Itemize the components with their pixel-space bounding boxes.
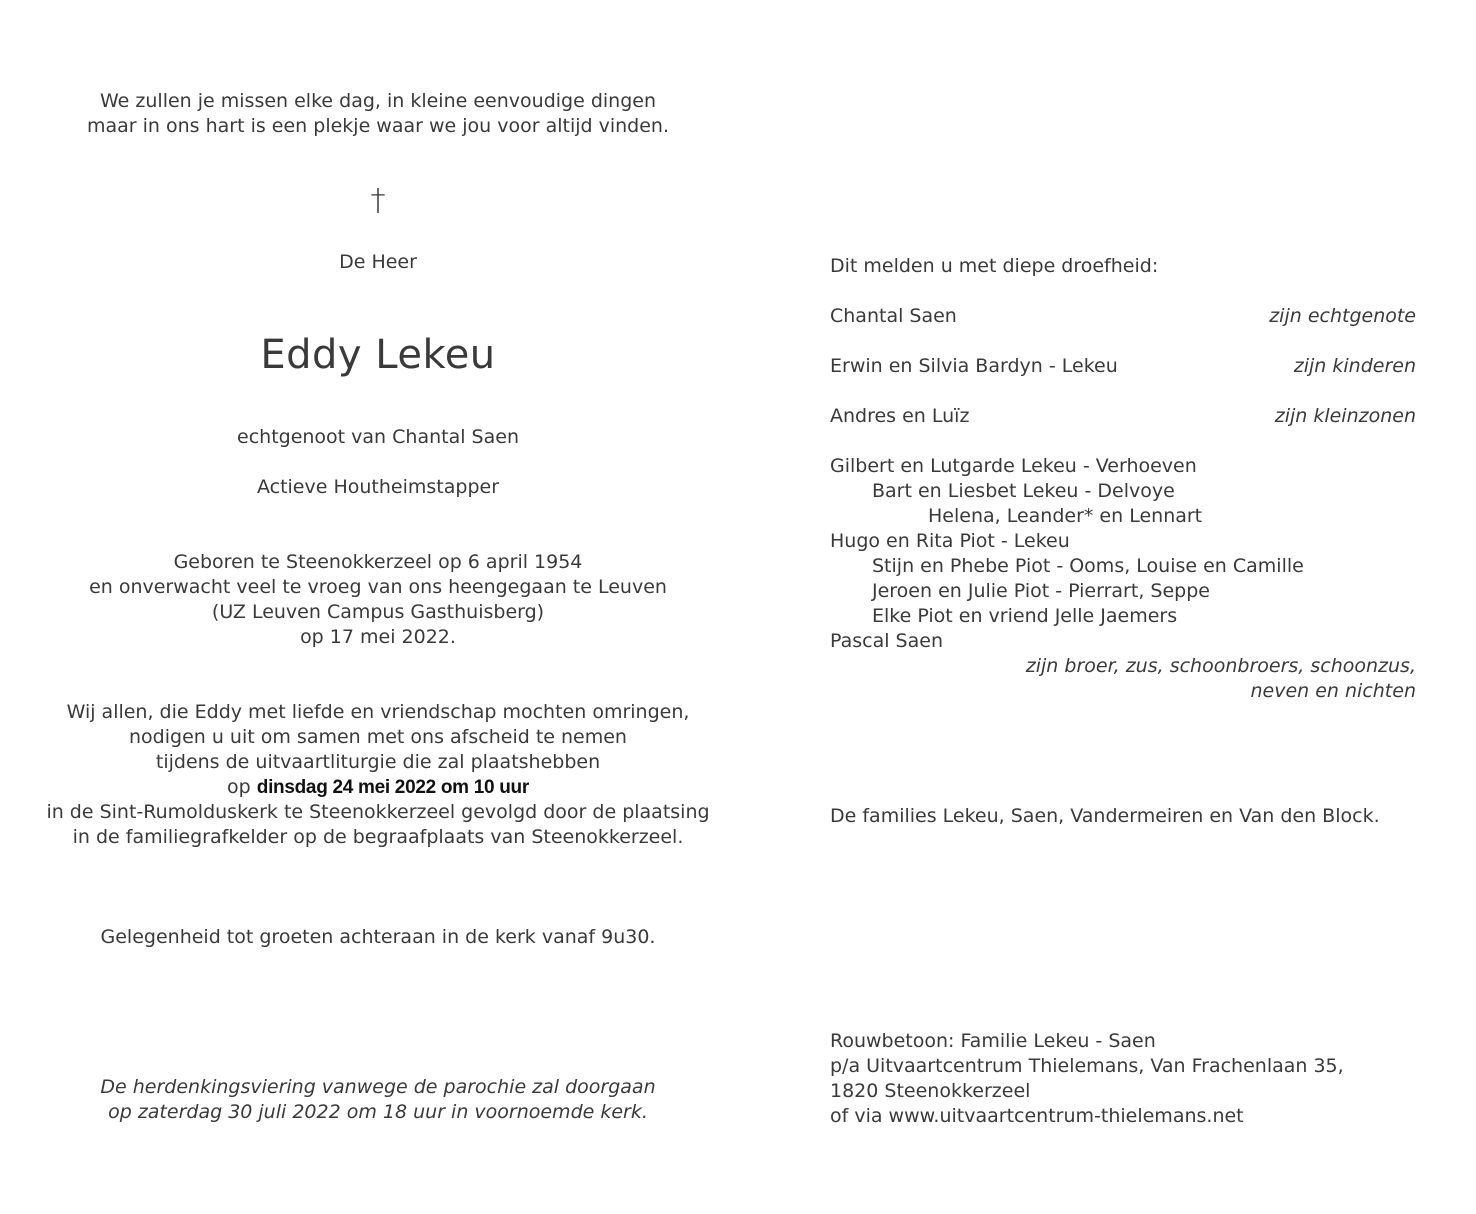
invitation-block: [10, 700, 746, 850]
family-list: [830, 454, 1416, 704]
invitation-line: tijdens de uitvaartliturgie die zal plaatshebben: [155, 751, 601, 773]
deceased-name: Eddy Lekeu: [260, 332, 496, 378]
family-relation: neven en nichten: [1250, 680, 1416, 702]
family-member: Pascal Saen: [830, 630, 943, 652]
family-member: Helena, Leander* en Lennart: [928, 505, 1203, 527]
invitation-line: in de Sint-Rumolduskerk te Steenokkerzeel gevolgd door de plaatsing: [46, 801, 710, 823]
family-member: Bart en Liesbet Lekeu - Delvoye: [872, 480, 1175, 502]
funeral-date: dinsdag 24 mei 2022 om 10 uur: [256, 777, 529, 798]
funeral-date-prefix: op: [227, 776, 257, 798]
relation-role: zijn kinderen: [1293, 355, 1416, 377]
announcement-intro: Dit melden u met diepe droefheid:: [830, 255, 1159, 277]
relation-name: Andres en Luïz: [830, 405, 970, 427]
birth-death-line: en onverwacht veel te vroeg van ons heengegaan te Leuven: [89, 576, 667, 598]
family-member: Hugo en Rita Piot - Lekeu: [830, 530, 1070, 552]
quote: [10, 89, 746, 139]
invitation-line: nodigen u uit om samen met ons afscheid te nemen: [129, 726, 627, 748]
relation-name: Erwin en Silvia Bardyn - Lekeu: [830, 355, 1118, 377]
family-member: Elke Piot en vriend Jelle Jaemers: [872, 605, 1178, 627]
birth-death-line: (UZ Leuven Campus Gasthuisberg): [211, 601, 545, 623]
condolences-block: [830, 1029, 1416, 1129]
remembrance-line: De herdenkingsviering vanwege de parochie zal doorgaan: [100, 1076, 656, 1098]
condolences-line: 1820 Steenokkerzeel: [830, 1080, 1031, 1102]
relation-name: Chantal Saen: [830, 305, 957, 327]
cross-icon: †: [370, 183, 386, 218]
condolences-line: Rouwbetoon: Familie Lekeu - Saen: [830, 1030, 1156, 1052]
remembrance-line: op zaterdag 30 juli 2022 om 18 uur in voornoemde kerk.: [108, 1101, 648, 1123]
greeting-line: Gelegenheid tot groeten achteraan in de kerk vanaf 9u30.: [100, 926, 656, 948]
condolences-line: p/a Uitvaartcentrum Thielemans, Van Frachenlaan 35,: [830, 1055, 1344, 1077]
family-member: Jeroen en Julie Piot - Pierrart, Seppe: [872, 580, 1210, 602]
remembrance-block: [10, 1075, 746, 1125]
spouse-line: echtgenoot van Chantal Saen: [237, 426, 519, 448]
relation-role: zijn echtgenote: [1269, 305, 1416, 327]
funeral-date-line: [10, 775, 746, 800]
relation-row: [830, 304, 1416, 329]
condolences-website[interactable]: of via www.uitvaartcentrum-thielemans.net: [830, 1105, 1244, 1127]
relation-row: [830, 354, 1416, 379]
invitation-line: in de familiegrafkelder op de begraafplaats van Steenokkerzeel.: [72, 826, 684, 848]
birth-death-line: Geboren te Steenokkerzeel op 6 april 1954: [173, 551, 583, 573]
birth-death-line: op 17 mei 2022.: [300, 626, 456, 648]
family-member: Stijn en Phebe Piot - Ooms, Louise en Camille: [872, 555, 1304, 577]
honorific: De Heer: [339, 251, 417, 273]
family-relation: zijn broer, zus, schoonbroers, schoonzus,: [1025, 655, 1416, 677]
quote-line: We zullen je missen elke dag, in kleine eenvoudige dingen: [100, 90, 656, 112]
birth-death-block: [10, 550, 746, 650]
families-line: De families Lekeu, Saen, Vandermeiren en Van den Block.: [830, 805, 1380, 827]
invitation-line: Wij allen, die Eddy met liefde en vriendschap mochten omringen,: [66, 701, 690, 723]
relation-role: zijn kleinzonen: [1274, 405, 1416, 427]
family-member: Gilbert en Lutgarde Lekeu - Verhoeven: [830, 455, 1197, 477]
relation-row: [830, 404, 1416, 429]
title-line: Actieve Houtheimstapper: [256, 476, 500, 498]
quote-line: maar in ons hart is een plekje waar we jou voor altijd vinden.: [86, 115, 669, 137]
